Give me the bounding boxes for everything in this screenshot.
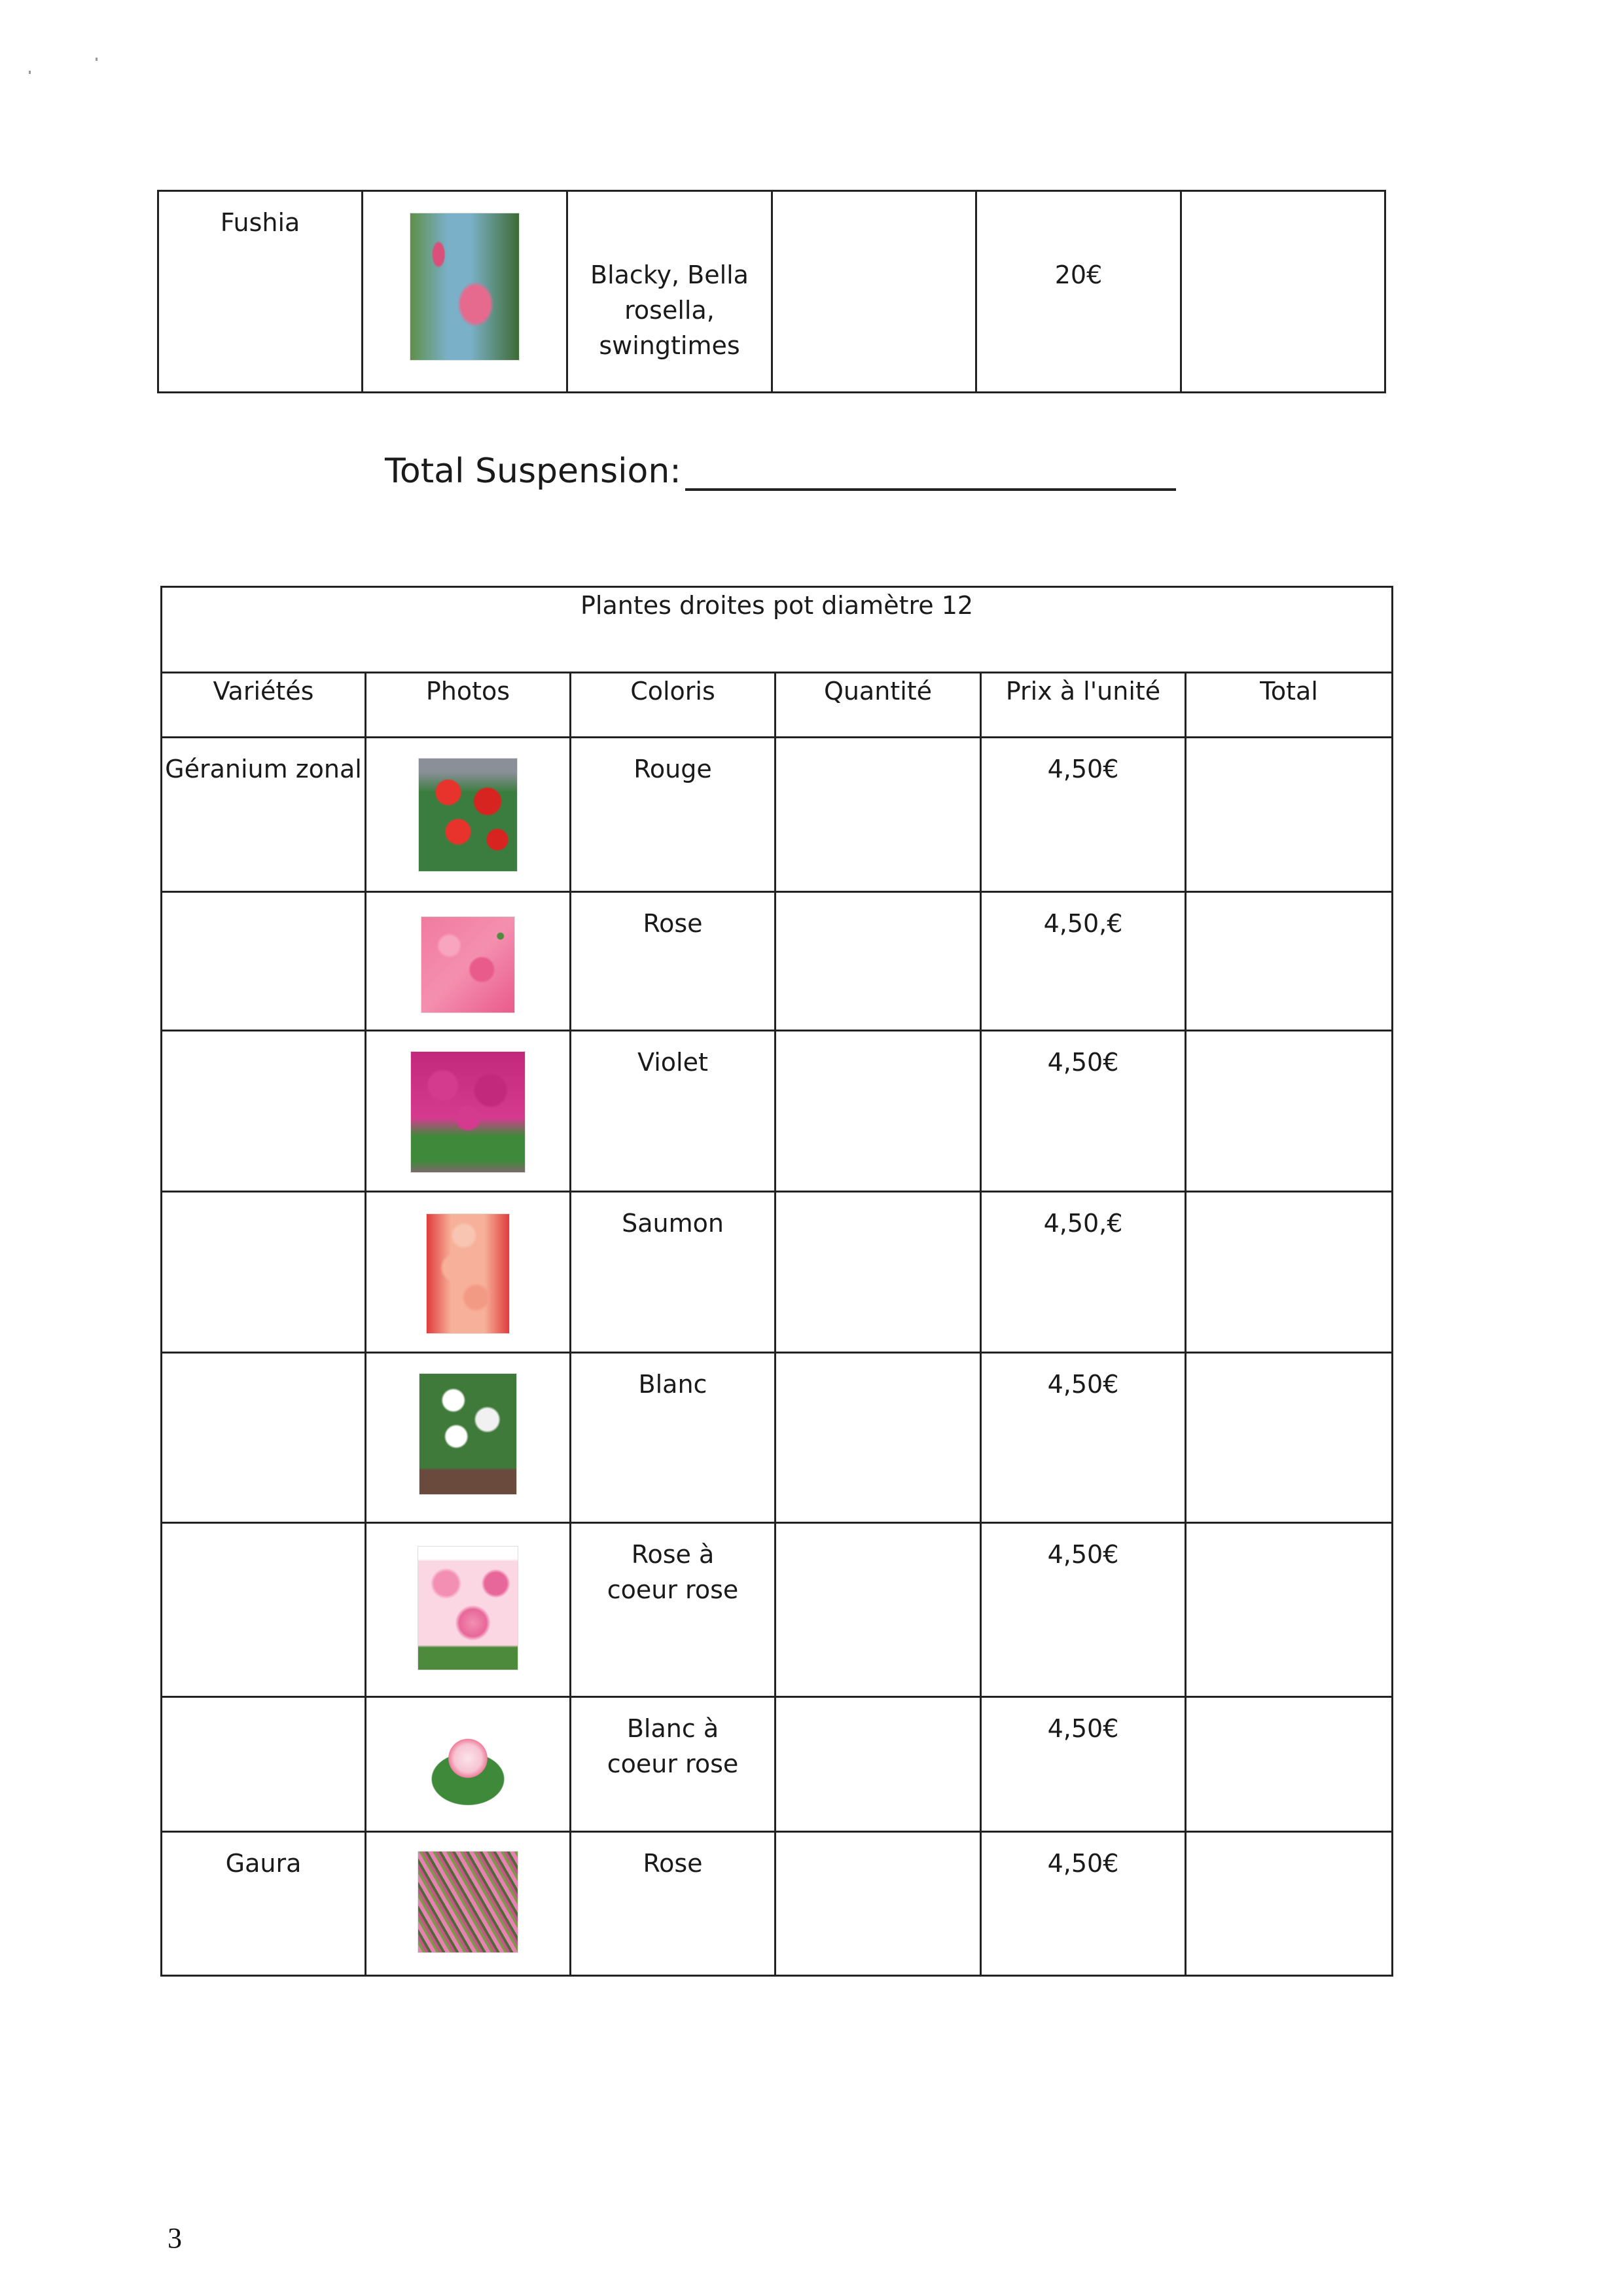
variety-label: [162, 1193, 365, 1206]
variety-label: [162, 1354, 365, 1367]
table-row: [158, 191, 1385, 393]
photo-cell: [366, 892, 571, 1031]
photo-cell: [366, 1523, 571, 1697]
photo-cell: [366, 1697, 571, 1832]
photo-cell: [366, 1832, 571, 1976]
variety-label: [162, 1698, 365, 1711]
table-title: Plantes droites pot diamètre 12: [162, 587, 1393, 673]
geranium-white-pink-heart-photo: [416, 1719, 520, 1813]
unit-price-cell: [981, 1031, 1186, 1192]
coloris-cell: [567, 191, 772, 393]
unit-price-label: 4,50€: [1047, 755, 1119, 783]
unit-price-cell: [981, 892, 1186, 1031]
quantity-cell[interactable]: [776, 738, 981, 892]
unit-price-cell: [981, 738, 1186, 892]
photo-cell: [366, 1353, 571, 1523]
total-cell[interactable]: [1186, 1031, 1393, 1192]
variety-label: [162, 893, 365, 906]
total-cell[interactable]: [1186, 1832, 1393, 1976]
quantity-cell[interactable]: [776, 1353, 981, 1523]
page-number: 3: [168, 2222, 182, 2254]
unit-price-label: 4,50€: [1047, 1849, 1119, 1878]
quantity-cell[interactable]: [776, 1697, 981, 1832]
coloris-cell: [571, 1192, 776, 1353]
coloris-cell: [571, 1832, 776, 1976]
quantity-input[interactable]: [776, 893, 980, 906]
table-title-row: [162, 587, 1393, 673]
total-input[interactable]: [1186, 738, 1391, 751]
total-cell[interactable]: [1186, 1697, 1393, 1832]
table-row: [162, 1031, 1393, 1192]
geranium-pink-heart-photo: [418, 1546, 518, 1670]
total-cell[interactable]: [1186, 1192, 1393, 1353]
unit-price-label: 4,50,€: [1043, 909, 1123, 938]
variety-label: [162, 1031, 365, 1045]
total-cell[interactable]: [1181, 191, 1385, 393]
gaura-pink-photo: [418, 1851, 518, 1953]
unit-price-label: 20€: [1054, 260, 1103, 289]
variety-cell: [162, 1353, 366, 1523]
geranium-pink-photo: [421, 916, 515, 1013]
total-input[interactable]: [1186, 1354, 1391, 1367]
photo-cell: [366, 738, 571, 892]
coloris-label: Rose: [643, 1849, 703, 1878]
total-input[interactable]: [1186, 893, 1391, 906]
fuchsia-photo: [410, 213, 520, 361]
total-suspension: [385, 452, 1176, 491]
coloris-label: Rouge: [633, 755, 712, 783]
total-input[interactable]: [1186, 1193, 1391, 1206]
variety-label: Gaura: [225, 1849, 302, 1878]
unit-price-label: 4,50,€: [1043, 1209, 1123, 1238]
total-input[interactable]: [1186, 1524, 1391, 1537]
unit-price-label: 4,50€: [1047, 1048, 1119, 1077]
photo-cell: [366, 1192, 571, 1353]
variety-label: [162, 1524, 365, 1537]
geranium-red-photo: [418, 758, 518, 872]
quantity-cell[interactable]: [772, 191, 976, 393]
photo-cell: [366, 1031, 571, 1192]
header-unit-price: Prix à l'unité: [981, 673, 1186, 738]
quantity-input[interactable]: [776, 738, 980, 751]
unit-price-cell: [981, 1523, 1186, 1697]
header-photos: Photos: [366, 673, 571, 738]
total-suspension-field[interactable]: [685, 452, 1176, 491]
unit-price-cell: [981, 1192, 1186, 1353]
total-cell[interactable]: [1186, 1523, 1393, 1697]
quantity-input[interactable]: [773, 192, 975, 205]
total-input[interactable]: [1186, 1031, 1391, 1045]
coloris-label: Rose: [643, 909, 703, 938]
variety-label: Géranium zonal: [165, 755, 362, 783]
table-row: [162, 1523, 1393, 1697]
coloris-label: Rose à coeur rose: [607, 1540, 739, 1604]
total-input[interactable]: [1182, 192, 1384, 205]
variety-cell: [162, 1031, 366, 1192]
coloris-label: Saumon: [622, 1209, 724, 1238]
quantity-input[interactable]: [776, 1354, 980, 1367]
variety-cell: [162, 1523, 366, 1697]
unit-price-cell: [981, 1353, 1186, 1523]
header-coloris: Coloris: [571, 673, 776, 738]
total-input[interactable]: [1186, 1833, 1391, 1846]
table-row: [162, 1353, 1393, 1523]
coloris-label: Violet: [637, 1048, 708, 1077]
quantity-cell[interactable]: [776, 1523, 981, 1697]
quantity-input[interactable]: [776, 1193, 980, 1206]
coloris-cell: [571, 738, 776, 892]
coloris-label: Blanc à coeur rose: [607, 1714, 739, 1778]
unit-price-cell: [981, 1832, 1186, 1976]
table-row: [162, 892, 1393, 1031]
quantity-input[interactable]: [776, 1698, 980, 1711]
unit-price-cell: [981, 1697, 1186, 1832]
plants-table: [160, 586, 1393, 1977]
unit-price-label: 4,50€: [1047, 1714, 1119, 1743]
total-cell[interactable]: [1186, 1353, 1393, 1523]
coloris-cell: [571, 1031, 776, 1192]
total-input[interactable]: [1186, 1698, 1391, 1711]
geranium-salmon-photo: [426, 1213, 510, 1334]
variety-cell: [158, 191, 363, 393]
total-cell[interactable]: [1186, 738, 1393, 892]
quantity-cell[interactable]: [776, 1031, 981, 1192]
variety-cell: [162, 1192, 366, 1353]
quantity-cell[interactable]: [776, 892, 981, 1031]
quantity-cell[interactable]: [776, 1192, 981, 1353]
table-row: [162, 1832, 1393, 1976]
header-quantity: Quantité: [776, 673, 981, 738]
table-row: [162, 1192, 1393, 1353]
table-row: [162, 738, 1393, 892]
variety-cell: [162, 1832, 366, 1976]
table-row: [162, 1697, 1393, 1832]
quantity-cell[interactable]: [776, 1832, 981, 1976]
total-suspension-label: Total Suspension:: [385, 452, 681, 491]
coloris-cell: [571, 1697, 776, 1832]
coloris-cell: [571, 892, 776, 1031]
quantity-input[interactable]: [776, 1524, 980, 1537]
suspension-table: [157, 190, 1386, 393]
geranium-white-photo: [419, 1373, 517, 1495]
table-header-row: [162, 673, 1393, 738]
variety-cell: [162, 738, 366, 892]
header-variety: Variétés: [162, 673, 366, 738]
quantity-input[interactable]: [776, 1833, 980, 1846]
scan-speck: [29, 71, 31, 74]
photo-cell: [363, 191, 567, 393]
total-cell[interactable]: [1186, 892, 1393, 1031]
coloris-cell: [571, 1523, 776, 1697]
unit-price-cell: [976, 191, 1181, 393]
scan-speck: [96, 58, 98, 61]
coloris-cell: [571, 1353, 776, 1523]
quantity-input[interactable]: [776, 1031, 980, 1045]
variety-cell: [162, 892, 366, 1031]
coloris-label: Blacky, Bella rosella, swingtimes: [590, 260, 749, 360]
header-total: Total: [1186, 673, 1393, 738]
variety-cell: [162, 1697, 366, 1832]
unit-price-label: 4,50€: [1047, 1540, 1119, 1569]
unit-price-label: 4,50€: [1047, 1370, 1119, 1399]
variety-label: Fushia: [220, 208, 300, 237]
coloris-label: Blanc: [638, 1370, 707, 1399]
geranium-violet-photo: [410, 1051, 526, 1173]
